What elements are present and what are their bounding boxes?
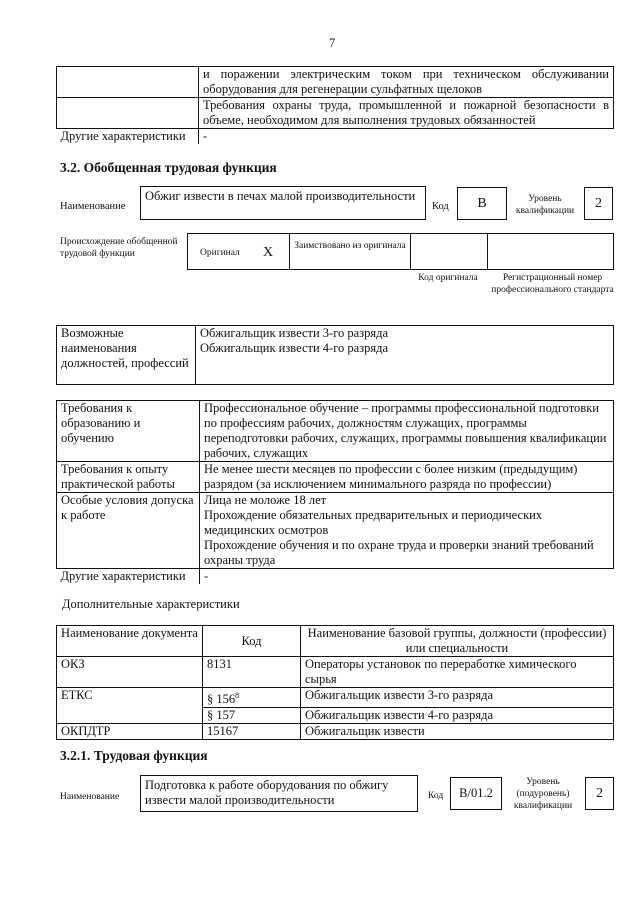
positions-table	[56, 325, 614, 385]
level-label: Уровень квалификации	[515, 194, 575, 216]
additional-doc: ОКЗ	[57, 657, 203, 688]
code-value: B	[457, 187, 507, 220]
origin-box	[187, 233, 614, 270]
additional-code: 8131	[203, 657, 301, 688]
requirement-value: Не менее шести месяцев по профессии с более низким (предыдущим) разрядом (за исключением минимального разряда по профессии)	[200, 462, 614, 493]
requirement-value: -	[200, 569, 614, 585]
function-name-label: Наименование	[60, 792, 120, 802]
top-table-label	[57, 98, 199, 129]
subsection-heading: 3.2.1. Трудовая функция	[60, 748, 208, 763]
requirement-label: Особые условия допуска к работе	[57, 493, 200, 569]
position-item: Обжигальщик извести 4-го разряда	[200, 341, 389, 355]
original-label: Оригинал	[200, 248, 240, 258]
additional-header: Наименование базовой группы, должности (профессии) или специальности	[301, 626, 614, 657]
top-table-label: Другие характеристики	[57, 129, 199, 145]
function-level-value: 2	[585, 777, 614, 810]
positions-label: Возможные наименования должностей, профессий	[57, 326, 196, 385]
top-table	[56, 66, 614, 144]
additional-name: Операторы установок по переработке химического сырья	[301, 657, 614, 688]
function-code-value: B/01.2	[450, 777, 502, 810]
name-label: Наименование	[60, 201, 126, 212]
code-label: Код	[432, 201, 449, 212]
function-name-value: Подготовка к работе оборудования по обжигу извести малой производительности	[145, 778, 389, 807]
additional-header: Наименование документа	[57, 626, 203, 657]
name-value: Обжиг извести в печах малой производительности	[145, 189, 416, 203]
borrowed-label: Заимствовано из оригинала	[294, 241, 406, 251]
additional-name: Обжигальщик извести	[301, 724, 614, 740]
additional-name: Обжигальщик извести 4-го разряда	[301, 708, 614, 724]
table-row	[57, 688, 614, 708]
top-table-value: и поражении электрическим током при техническом обслуживании оборудования для регенерации сульфатных щелоков	[199, 67, 614, 98]
table-row	[57, 657, 614, 688]
requirements-table	[56, 400, 614, 584]
requirement-line: Прохождение обучения и по охране труда и проверки знаний требований охраны труда	[204, 538, 594, 567]
table-row	[57, 724, 614, 740]
reg-number-caption: Регистрационный номер профессионального стандарта	[491, 273, 614, 295]
name-value-box	[140, 186, 426, 220]
original-mark: X	[263, 245, 274, 260]
requirement-label: Требования к опыту практической работы	[57, 462, 200, 493]
additional-table	[56, 625, 614, 740]
requirement-line: Прохождение обязательных предварительных и периодических медицинских осмотров	[204, 508, 543, 537]
code-original-caption: Код оригинала	[418, 273, 478, 283]
origin-label: Происхождение обобщенной трудовой функции	[60, 237, 178, 259]
additional-header: Код	[203, 626, 301, 657]
section-heading: 3.2. Обобщенная трудовая функция	[60, 160, 277, 175]
requirement-line: Лица не моложе 18 лет	[204, 493, 327, 507]
additional-code: § 157	[203, 708, 301, 724]
additional-code: § 156	[207, 692, 236, 707]
additional-name: Обжигальщик извести 3-го разряда	[301, 688, 614, 708]
function-level-label: Уровень (подуровень) квалификации	[513, 777, 573, 811]
requirement-label: Другие характеристики	[57, 569, 200, 585]
additional-title: Дополнительные характеристики	[62, 597, 240, 611]
function-name-box	[140, 775, 418, 812]
requirement-label: Требования к образованию и обучению	[57, 401, 200, 462]
footnote-mark: 8	[235, 691, 240, 700]
additional-doc: ОКПДТР	[57, 724, 203, 740]
level-value: 2	[584, 187, 613, 220]
function-code-label: Код	[428, 791, 444, 801]
top-table-value: -	[199, 129, 614, 145]
top-table-value: Требования охраны труда, промышленной и пожарной безопасности в объеме, необходимом для выполнения трудовых обязанностей	[199, 98, 614, 129]
position-item: Обжигальщик извести 3-го разряда	[200, 326, 389, 340]
page-number: 7	[329, 36, 336, 50]
additional-doc: ЕТКС	[57, 688, 203, 724]
additional-code: 15167	[203, 724, 301, 740]
top-table-label	[57, 67, 199, 98]
requirement-value: Профессиональное обучение – программы профессиональной подготовки по профессиям рабочих, должностям служащих, программы переподготовки рабочих, служащих, программы повышения квалификации рабочих, служащих	[200, 401, 614, 462]
